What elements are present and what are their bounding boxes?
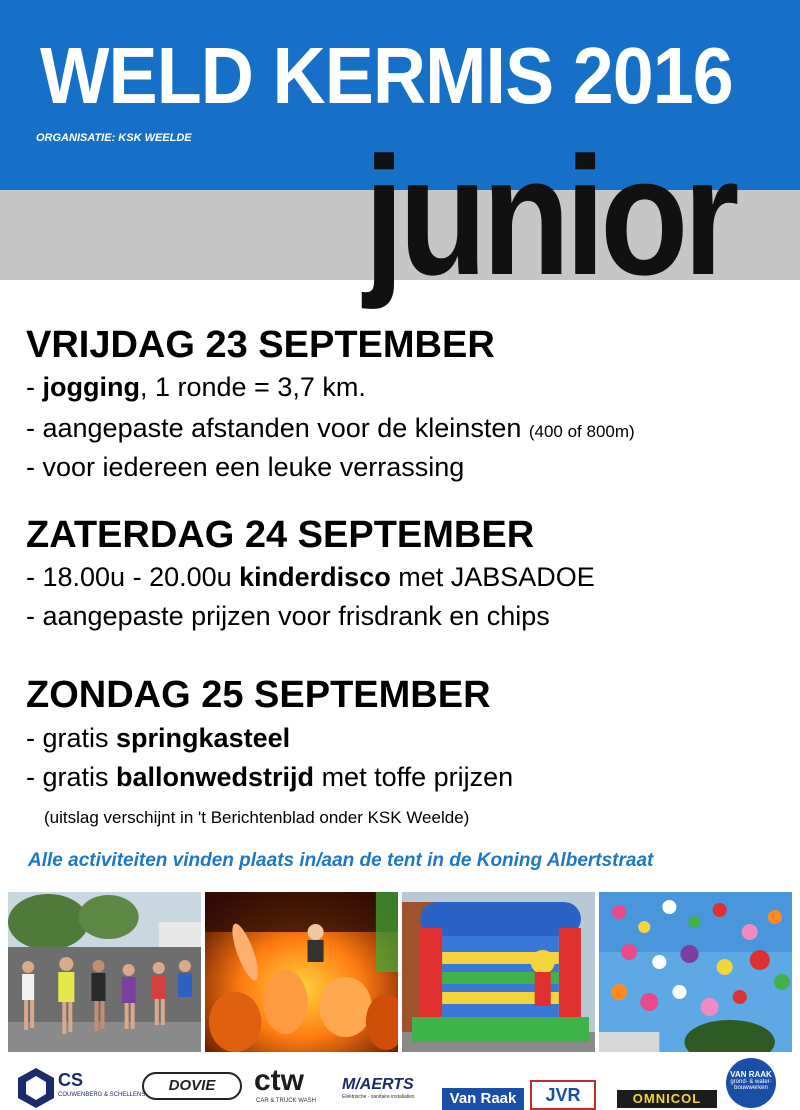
sponsor-omnicol: OMNICOL — [617, 1090, 717, 1108]
friday-line-2: - aangepaste afstanden voor de kleinsten (400 of 800m) — [26, 413, 635, 443]
organisation-label: ORGANISATIE: KSK WEELDE — [36, 132, 192, 144]
sponsor-maerts: M/AERTS Elektrische - sanitaire installaties — [342, 1076, 415, 1100]
saturday-heading: ZATERDAG 24 SEPTEMBER — [26, 514, 535, 556]
friday-line-3: - voor iedereen een leuke verrassing — [26, 452, 465, 482]
disco-photo — [205, 892, 398, 1052]
photo-strip — [8, 892, 792, 1052]
sponsor-ctw: ctw CAR & TRUCK WASH — [254, 1064, 317, 1104]
location-note: Alle activiteiten vinden plaats in/aan de tent in de Koning Albertstraat — [28, 850, 654, 871]
sponsor-bar — [0, 1058, 800, 1110]
friday-line-1: - jogging, 1 ronde = 3,7 km. — [26, 372, 366, 402]
sunday-line-1: - gratis springkasteel — [26, 723, 291, 753]
sunday-note: (uitslag verschijnt in 't Berichtenblad onder KSK Weelde) — [44, 808, 470, 827]
junior-heading: junior — [364, 122, 735, 310]
poster-title: WELD KERMIS 2016 — [40, 31, 733, 120]
sunday-line-2: - gratis ballonwedstrijd met toffe prijzen — [26, 762, 514, 792]
balloons-photo — [599, 892, 792, 1052]
cs-logo-icon — [18, 1068, 54, 1108]
bouncy-castle-photo — [402, 892, 595, 1052]
jogging-photo — [8, 892, 201, 1052]
sponsor-vanraak: Van Raak — [442, 1088, 524, 1110]
sunday-heading: ZONDAG 25 SEPTEMBER — [26, 674, 491, 716]
sponsor-jvr: JVR — [530, 1080, 596, 1110]
saturday-line-2: - aangepaste prijzen voor frisdrank en chips — [26, 601, 550, 631]
saturday-line-1: - 18.00u - 20.00u kinderdisco met JABSADOE — [26, 562, 595, 592]
friday-heading: VRIJDAG 23 SEPTEMBER — [26, 324, 495, 366]
sponsor-vanraak-bouw: VAN RAAK grond- & water- bouwwerken — [726, 1058, 776, 1108]
sponsor-dovie: DOVIE — [142, 1072, 242, 1100]
sponsor-cs: CS COUWENBERG & SCHELLENS — [18, 1068, 138, 1108]
